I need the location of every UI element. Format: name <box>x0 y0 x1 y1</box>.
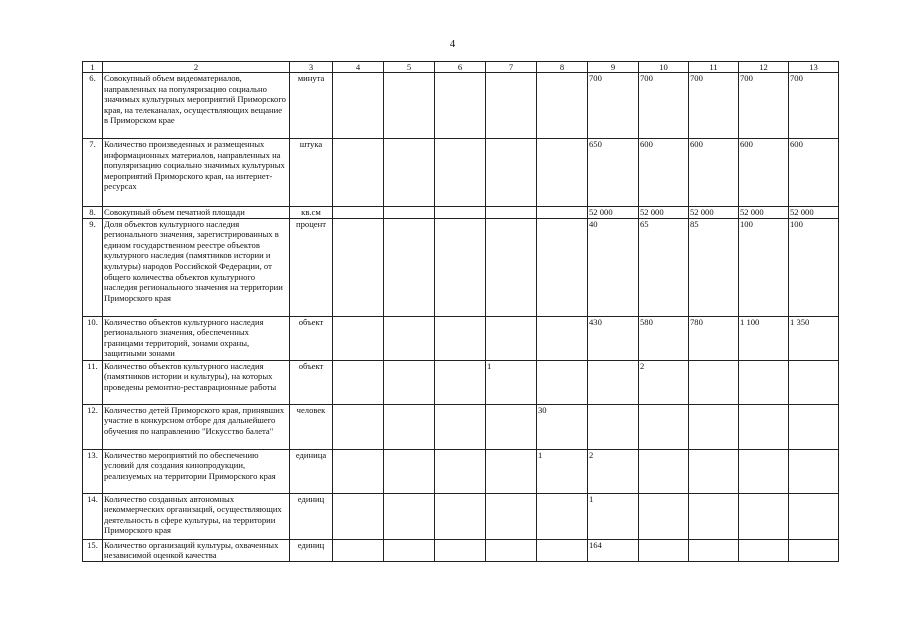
value-cell <box>435 316 486 360</box>
value-cell <box>689 449 739 493</box>
value-cell <box>333 207 384 219</box>
row-number: 8. <box>83 207 103 219</box>
value-cell <box>739 449 789 493</box>
value-cell <box>435 207 486 219</box>
value-cell <box>435 539 486 561</box>
unit-of-measure: единиц <box>290 493 333 539</box>
value-cell <box>789 539 839 561</box>
table-row <box>83 139 839 207</box>
row-number: 9. <box>83 218 103 316</box>
table-row <box>83 539 839 561</box>
value-cell <box>639 449 689 493</box>
value-cell <box>384 360 435 404</box>
value-cell <box>486 139 537 207</box>
value-cell: 600 <box>789 139 839 207</box>
value-cell <box>435 139 486 207</box>
column-header: 8 <box>537 62 588 73</box>
value-cell: 100 <box>789 218 839 316</box>
value-cell: 600 <box>739 139 789 207</box>
value-cell: 52 000 <box>789 207 839 219</box>
unit-of-measure: кв.см <box>290 207 333 219</box>
value-cell: 52 000 <box>588 207 639 219</box>
column-header: 1 <box>83 62 103 73</box>
indicator-name: Количество объектов культурного наследия регионального значения, обеспеченных границами территорий, зонами охраны, защитными зонами <box>103 316 290 360</box>
unit-of-measure: объект <box>290 316 333 360</box>
unit-of-measure: человек <box>290 404 333 449</box>
value-cell <box>333 316 384 360</box>
value-cell <box>789 404 839 449</box>
value-cell <box>537 316 588 360</box>
value-cell <box>435 449 486 493</box>
value-cell <box>537 539 588 561</box>
page-number: 4 <box>449 38 456 50</box>
indicator-name: Доля объектов культурного наследия регионального значения, зарегистрированных в едином государственном реестре объектов культурного наследия (памятников истории и культуры) народов Российской Федерации, от общего количества объектов культурного наследия регионального значения на территории Приморского края <box>103 218 290 316</box>
value-cell <box>333 539 384 561</box>
value-cell <box>537 207 588 219</box>
unit-of-measure: процент <box>290 218 333 316</box>
indicator-name: Совокупный объем видеоматериалов, направленных на популяризацию социально значимых культурных мероприятий Приморского края, на телеканалах, осуществляющих вещание в Приморском крае <box>103 73 290 139</box>
unit-of-measure: единица <box>290 449 333 493</box>
table-row <box>83 207 839 219</box>
value-cell <box>588 360 639 404</box>
value-cell <box>333 360 384 404</box>
unit-of-measure: единиц <box>290 539 333 561</box>
value-cell: 85 <box>689 218 739 316</box>
value-cell <box>789 493 839 539</box>
value-cell <box>537 493 588 539</box>
value-cell <box>384 316 435 360</box>
value-cell <box>435 493 486 539</box>
value-cell <box>789 449 839 493</box>
value-cell <box>435 404 486 449</box>
value-cell <box>537 139 588 207</box>
value-cell <box>639 404 689 449</box>
value-cell: 600 <box>639 139 689 207</box>
value-cell <box>486 493 537 539</box>
value-cell: 100 <box>739 218 789 316</box>
column-header: 9 <box>588 62 639 73</box>
value-cell <box>486 218 537 316</box>
value-cell <box>333 218 384 316</box>
value-cell: 430 <box>588 316 639 360</box>
column-header: 4 <box>333 62 384 73</box>
value-cell: 700 <box>739 73 789 139</box>
indicator-name: Количество организаций культуры, охваченных независимой оценкой качества <box>103 539 290 561</box>
value-cell <box>689 360 739 404</box>
value-cell <box>689 539 739 561</box>
indicators-table <box>82 61 839 562</box>
header-row <box>83 62 839 73</box>
value-cell <box>739 360 789 404</box>
value-cell <box>739 539 789 561</box>
row-number: 12. <box>83 404 103 449</box>
value-cell <box>486 73 537 139</box>
value-cell <box>333 73 384 139</box>
value-cell: 1 <box>588 493 639 539</box>
value-cell <box>435 73 486 139</box>
value-cell <box>486 207 537 219</box>
table-body <box>83 73 839 562</box>
unit-of-measure: объект <box>290 360 333 404</box>
value-cell: 52 000 <box>689 207 739 219</box>
value-cell <box>333 493 384 539</box>
value-cell: 600 <box>689 139 739 207</box>
value-cell <box>486 316 537 360</box>
value-cell <box>639 539 689 561</box>
value-cell <box>537 360 588 404</box>
value-cell <box>333 404 384 449</box>
value-cell <box>739 404 789 449</box>
value-cell <box>435 218 486 316</box>
value-cell <box>486 449 537 493</box>
table-row <box>83 73 839 139</box>
value-cell <box>789 360 839 404</box>
value-cell: 1 <box>486 360 537 404</box>
value-cell <box>486 404 537 449</box>
column-header: 11 <box>689 62 739 73</box>
table-row <box>83 218 839 316</box>
value-cell: 700 <box>588 73 639 139</box>
column-header: 10 <box>639 62 689 73</box>
column-header: 2 <box>103 62 290 73</box>
value-cell: 30 <box>537 404 588 449</box>
value-cell: 700 <box>639 73 689 139</box>
column-header: 13 <box>789 62 839 73</box>
unit-of-measure: штука <box>290 139 333 207</box>
value-cell <box>689 493 739 539</box>
row-number: 15. <box>83 539 103 561</box>
column-header: 7 <box>486 62 537 73</box>
value-cell <box>486 539 537 561</box>
value-cell <box>739 493 789 539</box>
table-row <box>83 316 839 360</box>
value-cell: 700 <box>689 73 739 139</box>
value-cell: 1 <box>537 449 588 493</box>
value-cell <box>384 539 435 561</box>
value-cell: 40 <box>588 218 639 316</box>
value-cell <box>537 73 588 139</box>
value-cell <box>384 207 435 219</box>
value-cell <box>537 218 588 316</box>
value-cell: 650 <box>588 139 639 207</box>
row-number: 6. <box>83 73 103 139</box>
row-number: 7. <box>83 139 103 207</box>
value-cell <box>639 493 689 539</box>
value-cell: 2 <box>639 360 689 404</box>
row-number: 14. <box>83 493 103 539</box>
value-cell: 65 <box>639 218 689 316</box>
table-row <box>83 404 839 449</box>
value-cell <box>384 139 435 207</box>
column-header: 5 <box>384 62 435 73</box>
value-cell: 580 <box>639 316 689 360</box>
value-cell: 2 <box>588 449 639 493</box>
value-cell <box>333 139 384 207</box>
value-cell <box>384 73 435 139</box>
column-header: 6 <box>435 62 486 73</box>
row-number: 13. <box>83 449 103 493</box>
value-cell: 52 000 <box>739 207 789 219</box>
value-cell <box>435 360 486 404</box>
value-cell <box>384 493 435 539</box>
value-cell: 1 100 <box>739 316 789 360</box>
row-number: 10. <box>83 316 103 360</box>
value-cell <box>588 404 639 449</box>
indicator-name: Количество произведенных и размещенных информационных материалов, направленных на популяризацию социально значимых культурных мероприятий Приморского края, на интернет-ресурсах <box>103 139 290 207</box>
table-row <box>83 360 839 404</box>
indicator-name: Совокупный объем печатной площади <box>103 207 290 219</box>
table-row <box>83 449 839 493</box>
value-cell: 700 <box>789 73 839 139</box>
value-cell <box>333 449 384 493</box>
indicator-name: Количество мероприятий по обеспечению условий для создания кинопродукции, реализуемых на территории Приморского края <box>103 449 290 493</box>
value-cell: 780 <box>689 316 739 360</box>
table-row <box>83 493 839 539</box>
column-header: 3 <box>290 62 333 73</box>
value-cell <box>689 404 739 449</box>
value-cell: 164 <box>588 539 639 561</box>
indicator-name: Количество объектов культурного наследия (памятников истории и культуры), на которых проведены ремонтно-реставрационные работы <box>103 360 290 404</box>
indicator-name: Количество детей Приморского края, принявших участие в конкурсном отборе для дальнейшего обучения по направлению "Искусство балета" <box>103 404 290 449</box>
value-cell: 1 350 <box>789 316 839 360</box>
column-header: 12 <box>739 62 789 73</box>
value-cell <box>384 218 435 316</box>
value-cell <box>384 404 435 449</box>
unit-of-measure: минута <box>290 73 333 139</box>
value-cell: 52 000 <box>639 207 689 219</box>
indicator-name: Количество созданных автономных некоммерческих организаций, осуществляющих деятельность в сфере культуры, на территории Приморского края <box>103 493 290 539</box>
row-number: 11. <box>83 360 103 404</box>
value-cell <box>384 449 435 493</box>
